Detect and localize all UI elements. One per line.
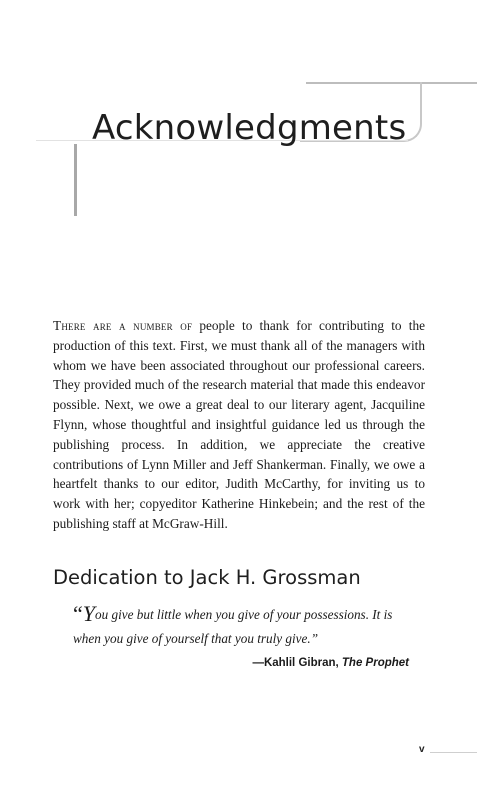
dedication-quote [73,602,413,651]
page-number-rule [430,752,477,753]
page-number: v [419,744,425,755]
quote-close-mark: ” [310,631,319,646]
acknowledgment-body: people to thank for contributing to the production of this text. First, we must thank all of the managers with whom we have been associated throughout our professional careers. They provided much of the research material that made this endeavor possible. Next, we owe a great deal to our literary agent, Jacquiline Flynn, whose thoughtful and insightful guidance led us through the publishing process. In addition, we appreciate the creative contributions of Lynn Miller and Jeff Shankerman. Finally, we owe a heartfelt thanks to our editor, Judith McCarthy, for inviting us to work with her; copyeditor Katherine Hinkebein; and the rest of the publishing staff at McGraw-Hill. [53,318,425,531]
left-vertical-rule [74,144,77,216]
page-heading: Acknowledgments [92,108,407,148]
quote-initial: Y [82,601,96,626]
acknowledgment-paragraph [53,316,425,534]
attribution-work: The Prophet [341,657,409,669]
quote-attribution [73,657,409,669]
dedication-title: Dedication to Jack H. Grossman [53,566,361,589]
acknowledgment-lead-in: There are a number of [53,318,193,333]
attribution-author: —Kahlil Gibran, [252,657,339,669]
quote-open-mark: “ [73,601,83,626]
quote-text: ou give but little when you give of your possessions. It is when you give of yourself that you truly give. [73,607,393,646]
